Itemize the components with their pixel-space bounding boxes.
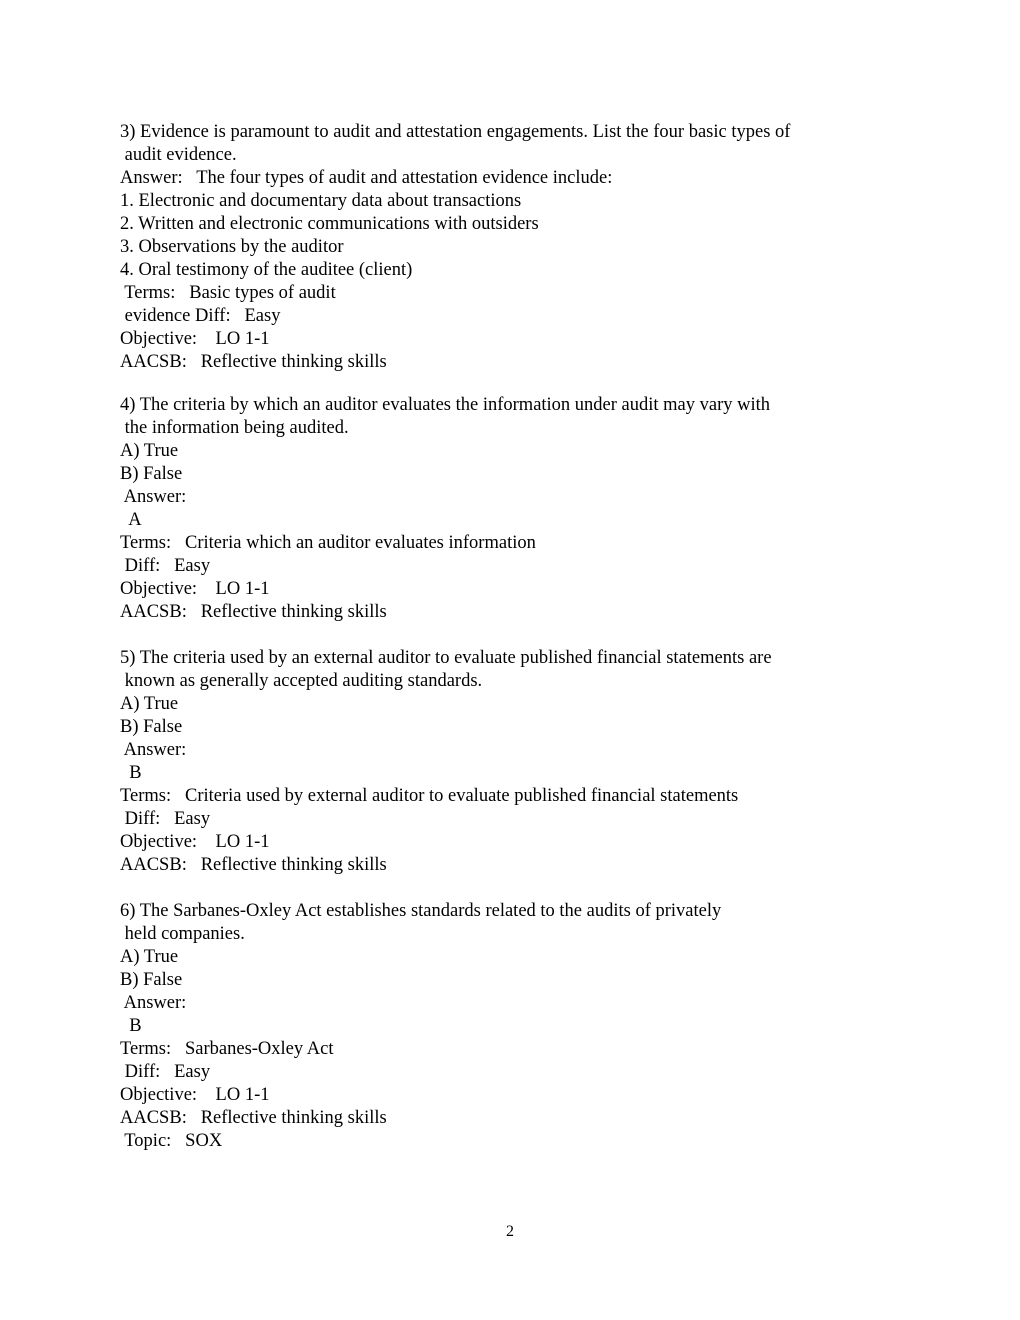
question-4-line: the information being audited. [120, 418, 349, 438]
question-6-line: 6) The Sarbanes-Oxley Act establishes standards related to the audits of privately [120, 901, 722, 921]
answer-item: 1. Electronic and documentary data about transactions [120, 191, 522, 211]
objective-line: Objective: LO 1-1 [120, 579, 270, 599]
difficulty-line: Diff: Easy [120, 556, 211, 576]
objective-line: Objective: LO 1-1 [120, 832, 270, 852]
option-a: A) True [120, 441, 179, 461]
option-b: B) False [120, 970, 183, 990]
objective-line: Objective: LO 1-1 [120, 329, 270, 349]
answer-value: A [120, 510, 142, 530]
question-5-line: 5) The criteria used by an external auditor to evaluate published financial statements are [120, 648, 772, 668]
answer-label: Answer: [120, 487, 187, 507]
answer-value: B [120, 1016, 142, 1036]
answer-label: Answer: [120, 740, 187, 760]
question-3-line: audit evidence. [120, 145, 237, 165]
page-number: 2 [506, 1223, 514, 1240]
difficulty-line: evidence Diff: Easy [120, 306, 281, 326]
aacsb-line: AACSB: Reflective thinking skills [120, 855, 387, 875]
question-4-line: 4) The criteria by which an auditor evaluates the information under audit may vary with [120, 395, 771, 415]
answer-item: 2. Written and electronic communications with outsiders [120, 214, 539, 234]
difficulty-line: Diff: Easy [120, 809, 211, 829]
answer-item: 4. Oral testimony of the auditee (client) [120, 260, 413, 280]
terms-line: Terms: Basic types of audit [120, 283, 336, 303]
option-a: A) True [120, 947, 179, 967]
topic-line: Topic: SOX [120, 1131, 223, 1151]
aacsb-line: AACSB: Reflective thinking skills [120, 1108, 387, 1128]
option-b: B) False [120, 717, 183, 737]
terms-line: Terms: Criteria which an auditor evaluates information [120, 533, 536, 553]
answer-value: B [120, 763, 142, 783]
option-b: B) False [120, 464, 183, 484]
aacsb-line: AACSB: Reflective thinking skills [120, 352, 387, 372]
terms-line: Terms: Sarbanes-Oxley Act [120, 1039, 334, 1059]
objective-line: Objective: LO 1-1 [120, 1085, 270, 1105]
difficulty-line: Diff: Easy [120, 1062, 211, 1082]
option-a: A) True [120, 694, 179, 714]
question-6-line: held companies. [120, 924, 245, 944]
answer-line: Answer: The four types of audit and attestation evidence include: [120, 168, 613, 188]
terms-line: Terms: Criteria used by external auditor to evaluate published financial statements [120, 786, 739, 806]
aacsb-line: AACSB: Reflective thinking skills [120, 602, 387, 622]
answer-item: 3. Observations by the auditor [120, 237, 344, 257]
question-3-line: 3) Evidence is paramount to audit and attestation engagements. List the four basic types of [120, 122, 791, 142]
question-5-line: known as generally accepted auditing standards. [120, 671, 483, 691]
answer-label: Answer: [120, 993, 187, 1013]
